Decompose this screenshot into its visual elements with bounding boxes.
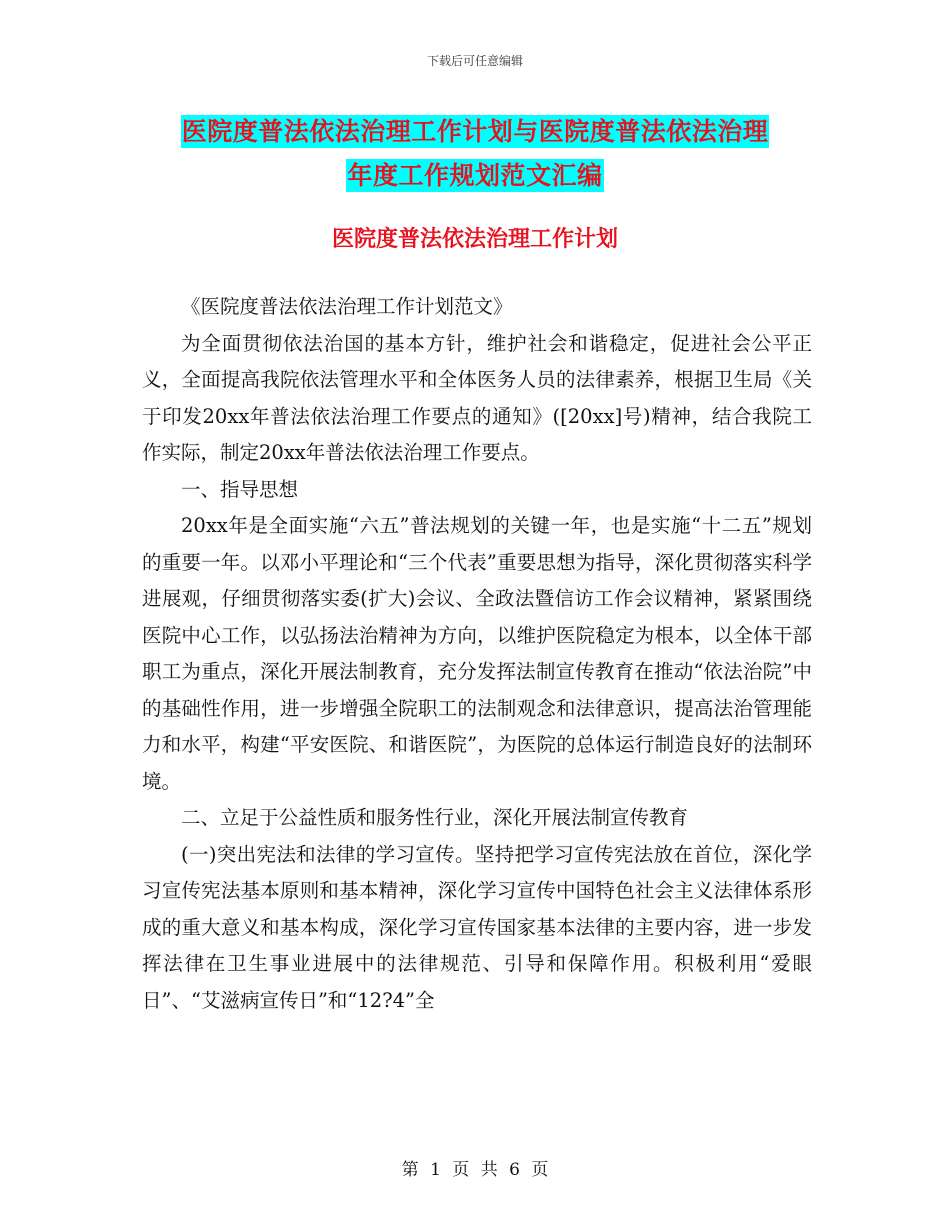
section-subtitle: 医院度普法依法治理工作计划: [331, 226, 618, 252]
document-title-line-2: [0, 156, 950, 192]
paragraph-constitution: (一)突出宪法和法律的学习宣传。坚持把学习宣传宪法放在首位，深化学习宣传宪法基本原则和基本精神，深化学习宣传中国特色社会主义法律体系形成的重大意义和基本构成，深化学习宣传国家基本法律的主要内容，进一步发挥法律在卫生事业进展中的法律规范、引导和保障作用。积极利用“爱眼日”、“艾滋病宣传日”和“12?4”全: [142, 842, 812, 1012]
title-highlight-2: 年度工作规划范文汇编: [347, 161, 603, 190]
paragraph-book-title: 《医院度普法依法治理工作计划范文》: [181, 295, 513, 318]
paragraph-guiding-thought: 20xx年是全面实施“六五”普法规划的关键一年，也是实施“十二五”规划的重要一年。以邓小平理论和“三个代表”重要思想为指导，深化贯彻落实科学进展观，仔细贯彻落实委(扩大)会议、全政法暨信访工作会议精神，紧紧围绕医院中心工作，以弘扬法治精神为方向，以维护医院稳定为根本，以全体干部职工为重点，深化开展法制教育，充分发挥法制宣传教育在推动“依法治院”中的基础性作用，进一步增强全院职工的法制观念和法律意识，提高法治管理能力和水平，构建“平安医院、和谐医院”，为医院的总体运行制造良好的法制环境。: [142, 514, 812, 793]
page-header-note: 下载后可任意编辑: [426, 54, 523, 68]
document-body: [142, 289, 812, 1019]
heading-guiding-thought: 一、指导思想: [181, 477, 299, 501]
document-title-line-1: [0, 112, 950, 148]
page-number-footer: 第 1 页 共 6 页: [401, 1160, 549, 1180]
heading-section-two: 二、立足于公益性质和服务性行业，深化开展法制宣传教育: [181, 806, 689, 829]
title-highlight-1: 医院度普法依法治理工作计划与医院度普法依法治理: [181, 117, 769, 146]
paragraph-intro: 为全面贯彻依法治国的基本方针，维护社会和谐稳定，促进社会公平正义，全面提高我院依法管理水平和全体医务人员的法律素养，根据卫生局《关于印发20xx年普法依法治理工作要点的通知》([20xx]号)精神，结合我院工作实际，制定20xx年普法依法治理工作要点。: [142, 331, 812, 464]
